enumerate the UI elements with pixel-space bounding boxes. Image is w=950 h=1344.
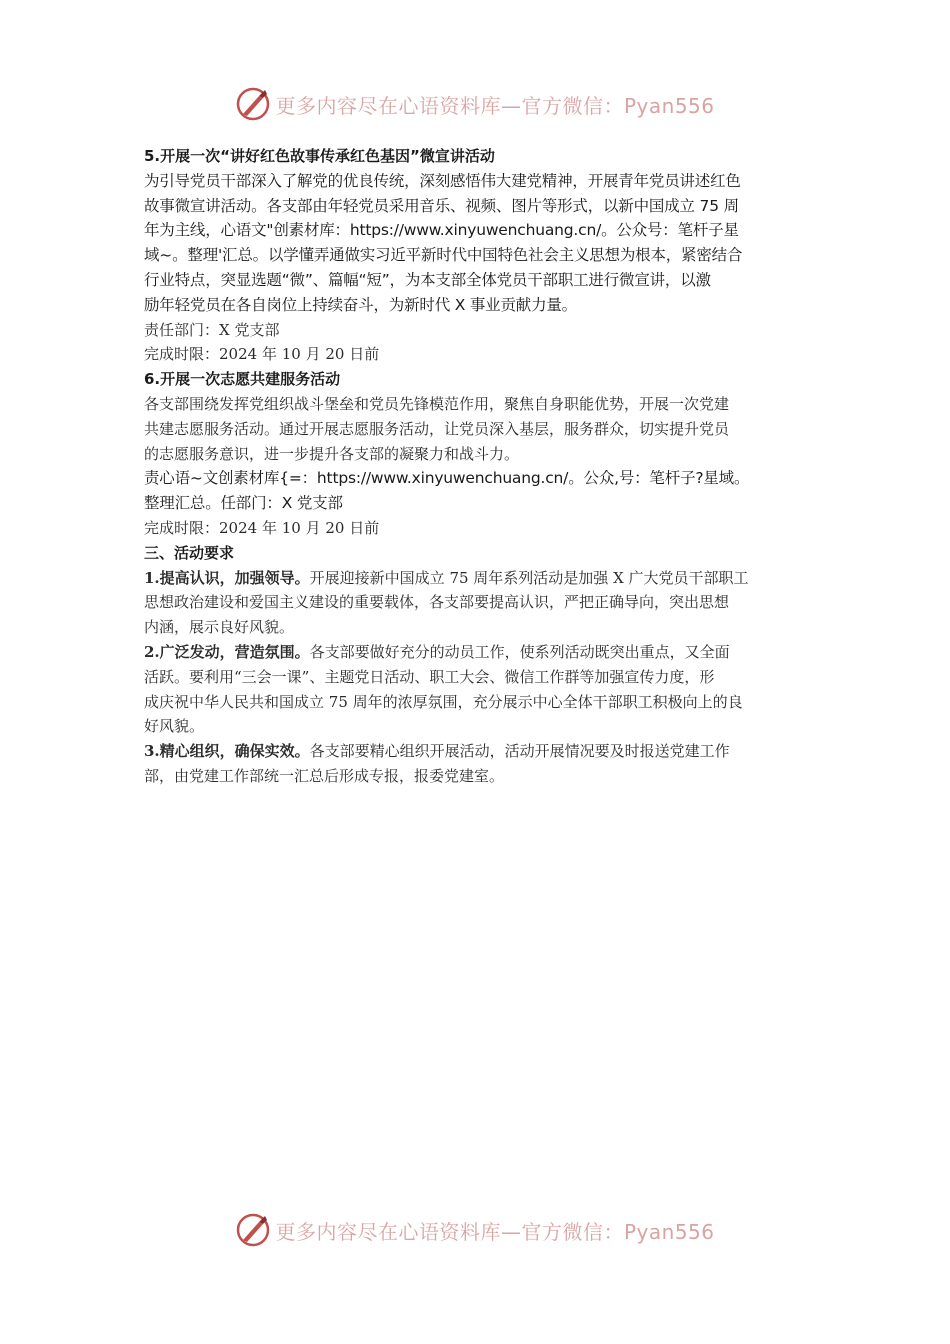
section5-responsible: 责任部门：X 党支部	[144, 320, 280, 339]
requirement-3-text: 各支部要精心组织开展活动，活动开展情况要及时报送党建工作	[309, 742, 730, 761]
watermark-text: 更多内容尽在心语资料库—官方微信：Pyan556	[275, 93, 715, 118]
requirement-1	[144, 566, 812, 591]
watermark-banner-top	[0, 82, 950, 126]
section6-line: 各支部围绕发挥党组织战斗堡垒和党员先锋模范作用，聚焦自身职能优势，开展一次党建	[144, 394, 730, 413]
section6-line: 的志愿服务意识，进一步提升各支部的凝聚力和战斗力。	[144, 444, 520, 463]
requirement-1-line: 内涵，展示良好风貌。	[144, 618, 295, 637]
requirement-3-title: 3.精心组织，确保实效。	[144, 742, 310, 761]
quill-pen-icon	[235, 1212, 271, 1248]
requirement-3-line: 部，由党建工作部统一汇总后形成专报，报委党建室。	[144, 766, 505, 785]
requirement-2	[144, 640, 812, 665]
section5-deadline: 完成时限：2024 年 10 月 20 日前	[144, 345, 380, 364]
requirements-heading: 三、活动要求	[144, 543, 235, 562]
section6-line: 共建志愿服务活动。通过开展志愿服务活动，让党员深入基层，服务群众，切实提升党员	[144, 419, 730, 438]
requirement-2-line: 活跃。要利用“三会一课”、主题党日活动、职工大会、微信工作群等加强宣传力度，形	[144, 667, 715, 686]
watermark-text: 更多内容尽在心语资料库—官方微信：Pyan556	[275, 1219, 715, 1244]
wechat-id: Pyan556	[623, 93, 715, 118]
section6-responsible-line: 责心语~文创素材库{=：https://www.xinyuwenchuang.cn/。公众,号：笔杆子?星域。	[144, 469, 750, 488]
section5-line: 行业特点，突显选题“微”、篇幅“短”，为本支部全体党员干部职工进行微宣讲，以激	[144, 270, 711, 289]
requirement-1-line: 思想政治建设和爱国主义建设的重要载体，各支部要提高认识，严把正确导向，突出思想	[144, 593, 730, 612]
requirement-3	[144, 739, 812, 764]
section5-line: 年为主线，心语文"创素材库：https://www.xinyuwenchuang.cn/。公众号：笔杆子星	[144, 221, 739, 240]
requirement-2-line: 好风貌。	[144, 717, 205, 736]
requirement-2-title: 2.广泛发动，营造氛围。	[144, 642, 310, 661]
requirement-1-title: 1.提高认识，加强领导。	[144, 568, 310, 587]
section5-heading: 5.开展一次“讲好红色故事传承红色基因”微宣讲活动	[144, 147, 495, 165]
section6-responsible-line: 整理汇总。任部门：X 党支部	[144, 494, 343, 513]
section5-line: 为引导党员干部深入了解党的优良传统，深刻感悟伟大建党精神，开展青年党员讲述红色	[144, 171, 741, 190]
wechat-id: Pyan556	[623, 1219, 715, 1244]
requirement-1-text: 开展迎接新中国成立 75 周年系列活动是加强 X 广大党员干部职工	[309, 568, 749, 587]
quill-pen-icon	[235, 86, 271, 122]
section5-line: 域~。整理'汇总。以学懂弄通做实习近平新时代中国特色社会主义思想为根本，紧密结合	[144, 246, 743, 265]
requirement-2-text: 各支部要做好充分的动员工作，使系列活动既突出重点，又全面	[309, 642, 730, 661]
requirement-2-line: 成庆祝中华人民共和国成立 75 周年的浓厚氛围，充分展示中心全体干部职工积极向上的良	[144, 692, 743, 711]
section6-heading: 6.开展一次志愿共建服务活动	[144, 370, 341, 389]
watermark-banner-bottom	[0, 1208, 950, 1252]
document-body	[144, 144, 812, 789]
section6-deadline: 完成时限：2024 年 10 月 20 日前	[144, 518, 380, 537]
section5-line: 励年轻党员在各自岗位上持续奋斗，为新时代 X 事业贡献力量。	[144, 295, 577, 314]
section5-line: 故事微宣讲活动。各支部由年轻党员采用音乐、视频、图片等形式，以新中国成立 75 周	[144, 196, 739, 215]
